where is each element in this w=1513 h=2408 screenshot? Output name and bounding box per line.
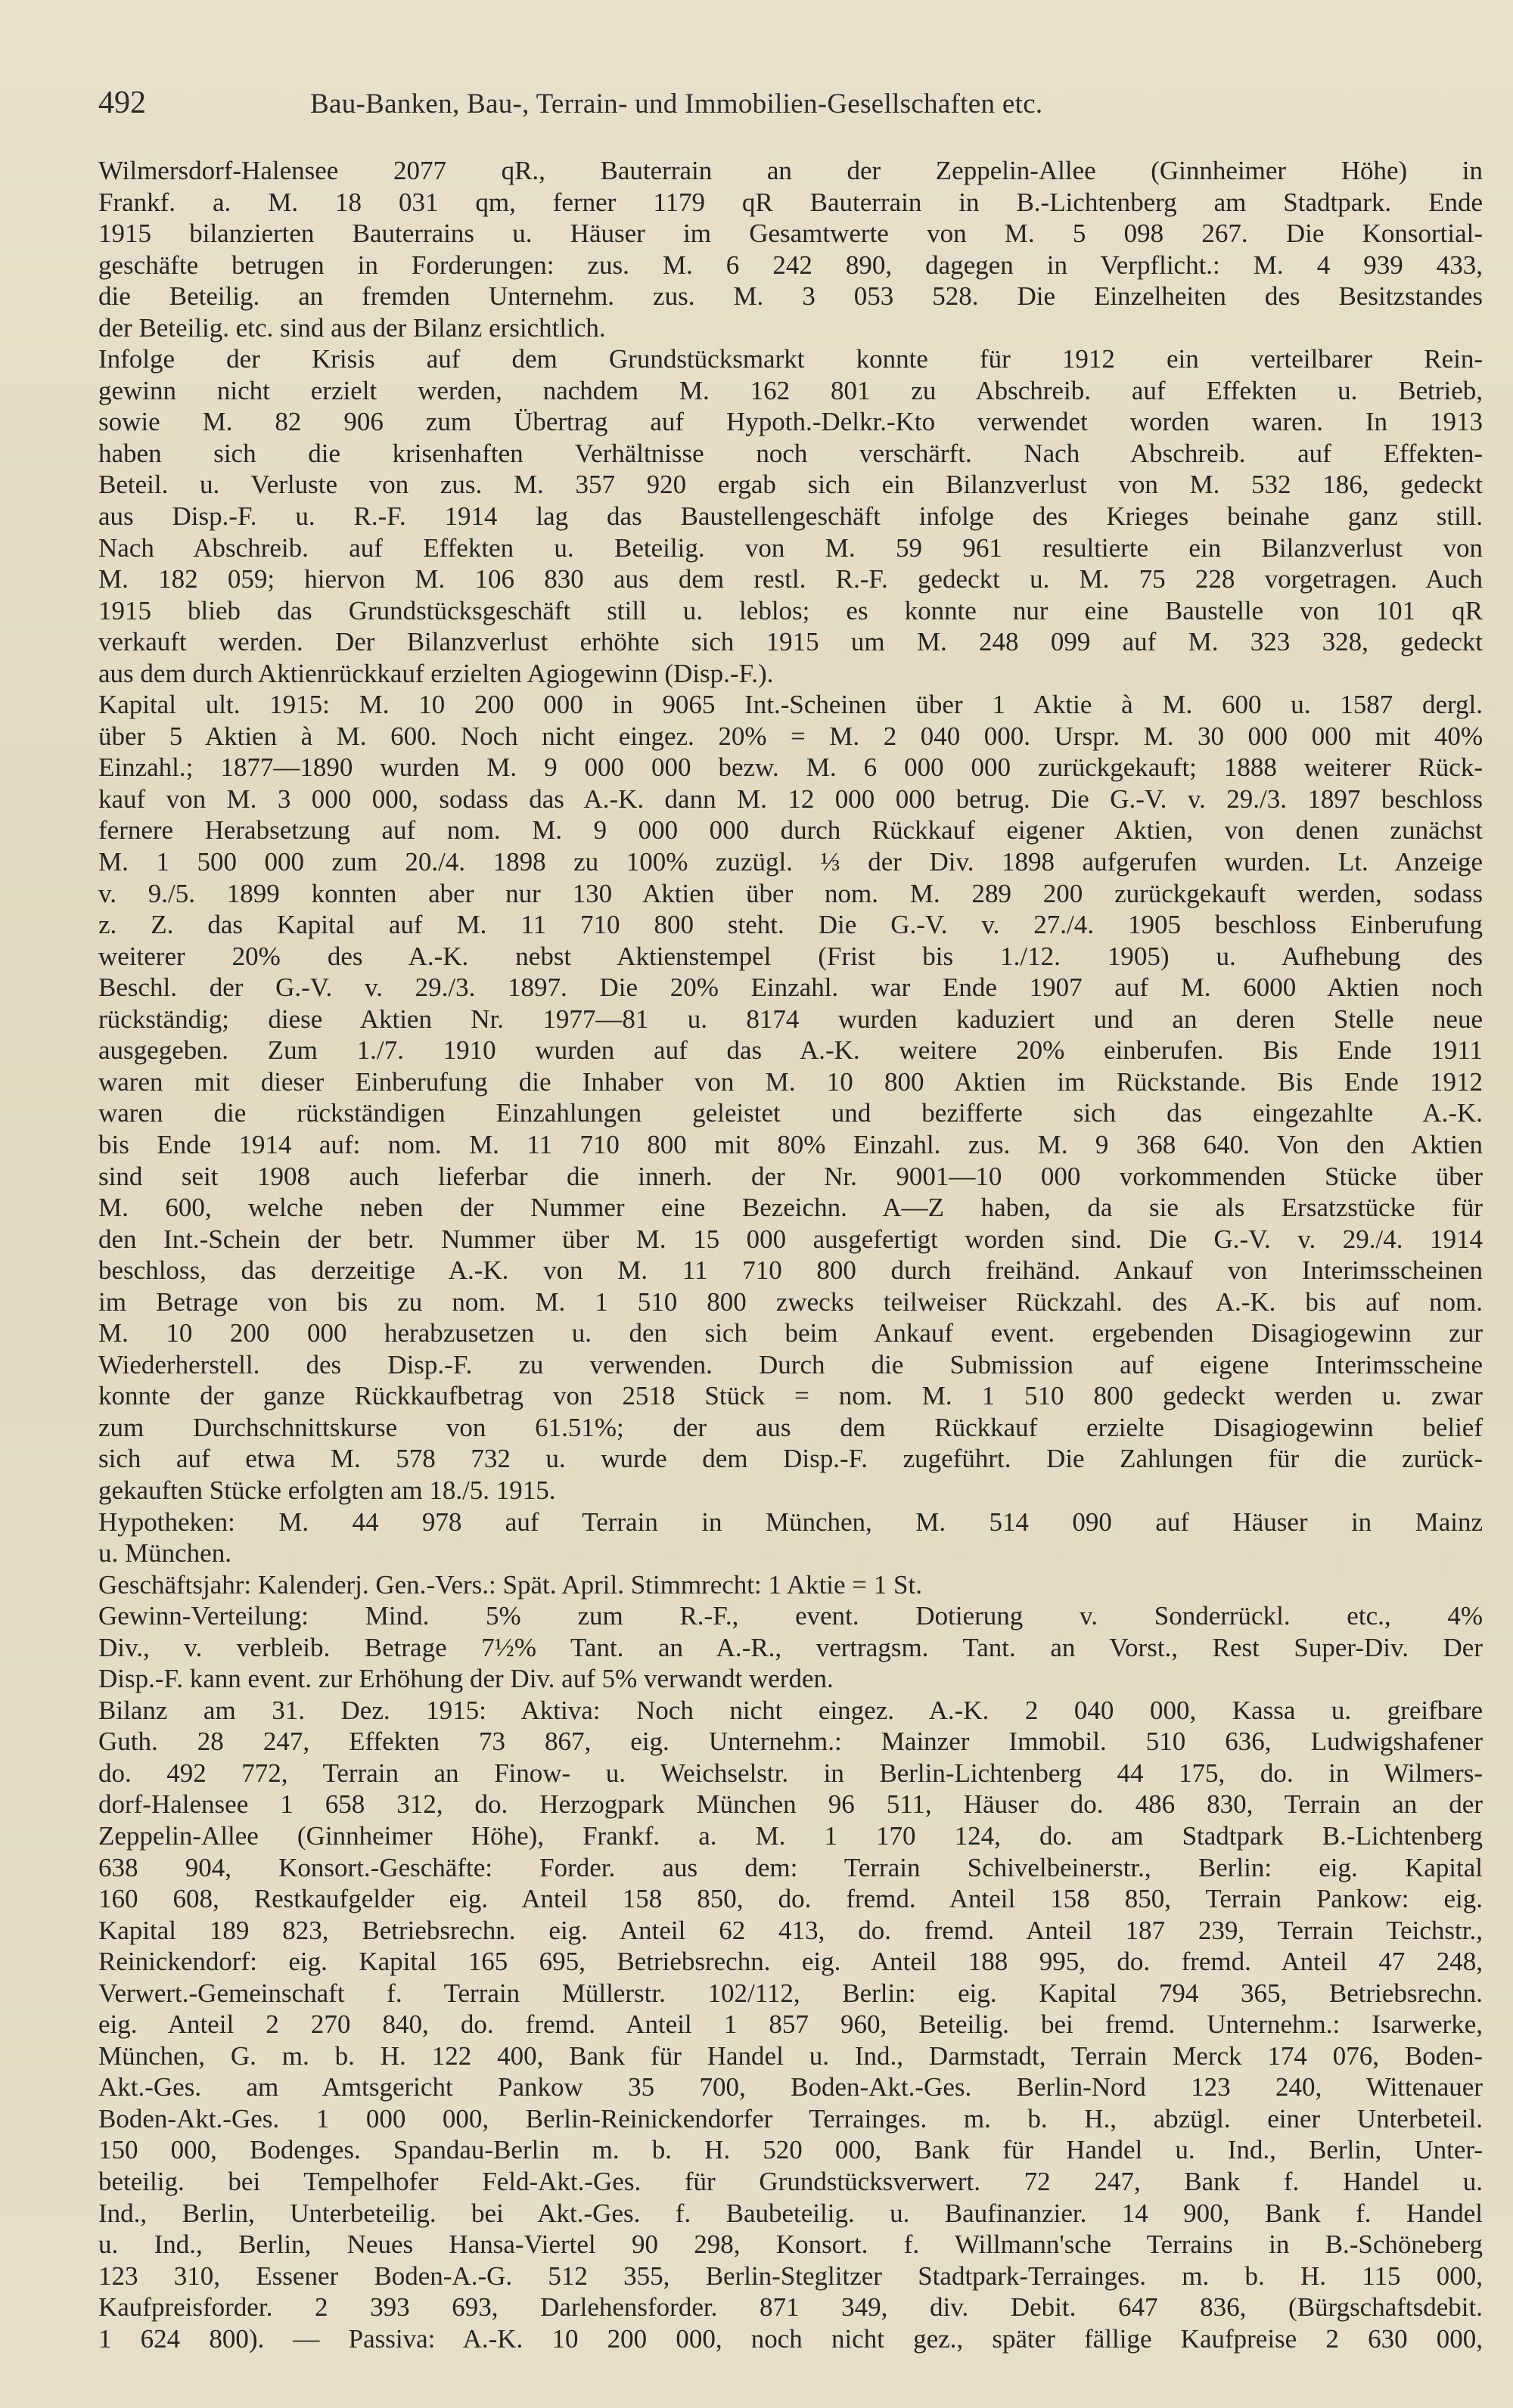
text-line: 1915 blieb das Grundstücksgeschäft still u. leblos; es konnte nur eine Baustelle von 101 qR: [98, 595, 1483, 625]
text-line: weiterer 20% des A.-K. nebst Aktienstempel (Frist bis 1./12. 1905) u. Aufhebung des: [98, 941, 1483, 971]
page-header: [98, 85, 1483, 130]
text-line: ausgegeben. Zum 1./7. 1910 wurden auf das A.-K. weitere 20% einberufen. Bis Ende 1911: [98, 1035, 1483, 1066]
text-line: M. 600, welche neben der Nummer eine Bezeichn. A—Z haben, da sie als Ersatzstücke für: [98, 1193, 1483, 1223]
text-line: Reinickendorf: eig. Kapital 165 695, Betriebsrechn. eig. Anteil 188 995, do. fremd. Anteil 47 248,: [98, 1947, 1483, 1977]
text-line: Div., v. verbleib. Betrage 7½% Tant. an A.-R., vertragsm. Tant. an Vorst., Rest Super-Div. Der: [98, 1632, 1483, 1662]
text-line: sich auf etwa M. 578 732 u. wurde dem Disp.-F. zugeführt. Die Zahlungen für die zurück-: [98, 1444, 1483, 1474]
text-line: beteilig. bei Tempelhofer Feld-Akt.-Ges. für Grundstücksverwert. 72 247, Bank f. Handel u.: [98, 2167, 1483, 2196]
text-line: v. 9./5. 1899 konnten aber nur 130 Aktien über nom. M. 289 200 zurückgekauft werden, sodass: [98, 878, 1483, 908]
text-line: kauf von M. 3 000 000, sodass das A.-K. dann M. 12 000 000 betrug. Die G.-V. v. 29./3. 1897 beschloss: [98, 784, 1483, 814]
text-line: aus Disp.-F. u. R.-F. 1914 lag das Baustellengeschäft infolge des Krieges beinahe ganz still.: [98, 501, 1483, 532]
body-text: [98, 155, 1483, 2354]
text-line: fernere Herabsetzung auf nom. M. 9 000 000 durch Rückkauf eigener Aktien, von denen zunächst: [98, 815, 1483, 846]
text-line: Kapital 189 823, Betriebsrechn. eig. Anteil 62 413, do. fremd. Anteil 187 239, Terrain Teichstr.,: [98, 1915, 1483, 1945]
running-title: Bau-Banken, Bau-, Terrain- und Immobilien-Gesellschaften etc.: [310, 88, 1043, 119]
page-number: 492: [98, 85, 146, 120]
text-line: Wiederherstell. des Disp.-F. zu verwenden. Durch die Submission auf eigene Interimsscheine: [98, 1349, 1483, 1379]
text-line: über 5 Aktien à M. 600. Noch nicht eingez. 20% = M. 2 040 000. Urspr. M. 30 000 000 mit 40%: [98, 721, 1483, 751]
text-line: M. 1 500 000 zum 20./4. 1898 zu 100% zuzügl. ⅓ der Div. 1898 aufgerufen wurden. Lt. Anzeige: [98, 847, 1483, 877]
text-line: Kaufpreisforder. 2 393 693, Darlehensforder. 871 349, div. Debit. 647 836, (Bürgschaftsdebit.: [98, 2292, 1483, 2323]
text-line: dorf-Halensee 1 658 312, do. Herzogpark München 96 511, Häuser do. 486 830, Terrain an der: [98, 1789, 1483, 1820]
text-line: aus dem durch Aktienrückkauf erzielten Agiogewinn (Disp.-F.).: [98, 658, 774, 688]
text-line: Einzahl.; 1877—1890 wurden M. 9 000 000 bezw. M. 6 000 000 zurückgekauft; 1888 weiterer Rück-: [98, 752, 1483, 783]
text-line: M. 182 059; hiervon M. 106 830 aus dem restl. R.-F. gedeckt u. M. 75 228 vorgetragen. Auch: [98, 564, 1483, 594]
text-line: der Beteilig. etc. sind aus der Bilanz ersichtlich.: [98, 312, 606, 343]
text-line: Bilanz am 31. Dez. 1915: Aktiva: Noch nicht eingez. A.-K. 2 040 000, Kassa u. greifbare: [98, 1695, 1483, 1725]
text-line: den Int.-Schein der betr. Nummer über M. 15 000 ausgefertigt worden sind. Die G.-V. v. 29./4. 1914: [98, 1224, 1483, 1254]
text-line: Ind., Berlin, Unterbeteilig. bei Akt.-Ges. f. Baubeteilig. u. Baufinanzier. 14 900, Bank f. Handel: [98, 2198, 1483, 2228]
text-line: Disp.-F. kann event. zur Erhöhung der Div. auf 5% verwandt werden.: [98, 1664, 834, 1694]
text-line: geschäfte betrugen in Forderungen: zus. M. 6 242 890, dagegen in Verpflicht.: M. 4 939 433,: [98, 250, 1483, 280]
text-line: zum Durchschnittskurse von 61.51%; der aus dem Rückkauf erzielte Disagiogewinn belief: [98, 1412, 1483, 1442]
text-line: Gewinn-Verteilung: Mind. 5% zum R.-F., event. Dotierung v. Sonderrückl. etc., 4%: [98, 1601, 1483, 1631]
text-line: Nach Abschreib. auf Effekten u. Beteilig. von M. 59 961 resultierte ein Bilanzverlust von: [98, 532, 1483, 563]
text-line: do. 492 772, Terrain an Finow- u. Weichselstr. in Berlin-Lichtenberg 44 175, do. in Wilmers-: [98, 1758, 1483, 1788]
text-line: 160 608, Restkaufgelder eig. Anteil 158 850, do. fremd. Anteil 158 850, Terrain Pankow: eig.: [98, 1884, 1483, 1914]
text-line: gewinn nicht erzielt werden, nachdem M. 162 801 zu Abschreib. auf Effekten u. Betrieb,: [98, 375, 1483, 405]
text-line: Infolge der Krisis auf dem Grundstücksmarkt konnte für 1912 ein verteilbarer Rein-: [98, 344, 1483, 374]
text-line: 638 904, Konsort.-Geschäfte: Forder. aus dem: Terrain Schivelbeinerstr., Berlin: eig. Kapital: [98, 1852, 1483, 1882]
text-line: Zeppelin-Allee (Ginnheimer Höhe), Frankf. a. M. 1 170 124, do. am Stadtpark B.-Lichtenberg: [98, 1820, 1483, 1851]
text-line: z. Z. das Kapital auf M. 11 710 800 steht. Die G.-V. v. 27./4. 1905 beschloss Einberufung: [98, 910, 1483, 940]
text-line: u. Ind., Berlin, Neues Hansa-Viertel 90 298, Konsort. f. Willmann'sche Terrains in B.-Schöneberg: [98, 2230, 1483, 2260]
text-line: haben sich die krisenhaften Verhältnisse noch verschärft. Nach Abschreib. auf Effekten-: [98, 438, 1483, 468]
text-line: 1 624 800). — Passiva: A.-K. 10 200 000, noch nicht gez., später fällige Kaufpreise 2 630 000,: [98, 2323, 1483, 2354]
text-line: 123 310, Essener Boden-A.-G. 512 355, Berlin-Steglitzer Stadtpark-Terrainges. m. b. H. 115 000,: [98, 2261, 1483, 2291]
text-line: rückständig; diese Aktien Nr. 1977—81 u. 8174 wurden kaduziert und an deren Stelle neue: [98, 1004, 1483, 1034]
text-line: konnte der ganze Rückkaufbetrag von 2518 Stück = nom. M. 1 510 800 gedeckt werden u. zwar: [98, 1381, 1483, 1411]
text-line: beschloss, das derzeitige A.-K. von M. 11 710 800 durch freihänd. Ankauf von Interimsscheinen: [98, 1255, 1483, 1286]
text-line: u. München.: [98, 1538, 231, 1569]
text-line: Boden-Akt.-Ges. 1 000 000, Berlin-Reinickendorfer Terrainges. m. b. H., abzügl. einer Unterbeteil.: [98, 2103, 1483, 2133]
text-line: Wilmersdorf-Halensee 2077 qR., Bauterrain an der Zeppelin-Allee (Ginnheimer Höhe) in: [98, 156, 1483, 185]
text-line: sind seit 1908 auch lieferbar die innerh. der Nr. 9001—10 000 vorkommenden Stücke über: [98, 1161, 1483, 1191]
text-line: verkauft werden. Der Bilanzverlust erhöhte sich 1915 um M. 248 099 auf M. 323 328, gedeckt: [98, 627, 1483, 657]
text-line: bis Ende 1914 auf: nom. M. 11 710 800 mit 80% Einzahl. zus. M. 9 368 640. Von den Aktien: [98, 1129, 1483, 1159]
text-line: M. 10 200 000 herabzusetzen u. den sich beim Ankauf event. ergebenden Disagiogewinn zur: [98, 1318, 1483, 1348]
text-line: München, G. m. b. H. 122 400, Bank für Handel u. Ind., Darmstadt, Terrain Merck 174 076, Boden-: [98, 2040, 1483, 2071]
text-line: Guth. 28 247, Effekten 73 867, eig. Unternehm.: Mainzer Immobil. 510 636, Ludwigshafener: [98, 1727, 1483, 1757]
text-line: Kapital ult. 1915: M. 10 200 000 in 9065 Int.-Scheinen über 1 Aktie à M. 600 u. 1587 dergl.: [98, 690, 1483, 720]
text-line: gekauften Stücke erfolgten am 18./5. 1915.: [98, 1475, 556, 1505]
text-line: Beschl. der G.-V. v. 29./3. 1897. Die 20% Einzahl. war Ende 1907 auf M. 6000 Aktien noch: [98, 973, 1483, 1003]
text-line: Frankf. a. M. 18 031 qm, ferner 1179 qR Bauterrain in B.-Lichtenberg am Stadtpark. Ende: [98, 187, 1483, 217]
text-line: Verwert.-Gemeinschaft f. Terrain Müllerstr. 102/112, Berlin: eig. Kapital 794 365, Betriebsrechn.: [98, 1978, 1483, 2008]
text-line: Hypotheken: M. 44 978 auf Terrain in München, M. 514 090 auf Häuser in Mainz: [98, 1507, 1483, 1537]
text-line: Geschäftsjahr: Kalenderj. Gen.-Vers.: Spät. April. Stimmrecht: 1 Aktie = 1 St.: [98, 1569, 922, 1600]
text-line: Beteil. u. Verluste von zus. M. 357 920 ergab sich ein Bilanzverlust von M. 532 186, gedeckt: [98, 470, 1483, 500]
text-line: Akt.-Ges. am Amtsgericht Pankow 35 700, Boden-Akt.-Ges. Berlin-Nord 123 240, Wittenauer: [98, 2072, 1483, 2102]
text-line: waren die rückständigen Einzahlungen geleistet und bezifferte sich das eingezahlte A.-K.: [98, 1098, 1483, 1128]
text-line: 1915 bilanzierten Bauterrains u. Häuser im Gesamtwerte von M. 5 098 267. Die Konsortial-: [98, 219, 1483, 249]
text-line: sowie M. 82 906 zum Übertrag auf Hypoth.-Delkr.-Kto verwendet worden waren. In 1913: [98, 407, 1483, 437]
text-line: im Betrage von bis zu nom. M. 1 510 800 zwecks teilweiser Rückzahl. des A.-K. bis auf nom.: [98, 1286, 1483, 1317]
text-line: 150 000, Bodenges. Spandau-Berlin m. b. H. 520 000, Bank für Handel u. Ind., Berlin, Unter-: [98, 2135, 1483, 2165]
text-line: eig. Anteil 2 270 840, do. fremd. Anteil 1 857 960, Beteilig. bei fremd. Unternehm.: Isarwerke,: [98, 2009, 1483, 2040]
text-line: die Beteilig. an fremden Unternehm. zus. M. 3 053 528. Die Einzelheiten des Besitzstandes: [98, 281, 1483, 312]
text-line: waren mit dieser Einberufung die Inhaber von M. 10 800 Aktien im Rückstande. Bis Ende 1912: [98, 1066, 1483, 1097]
